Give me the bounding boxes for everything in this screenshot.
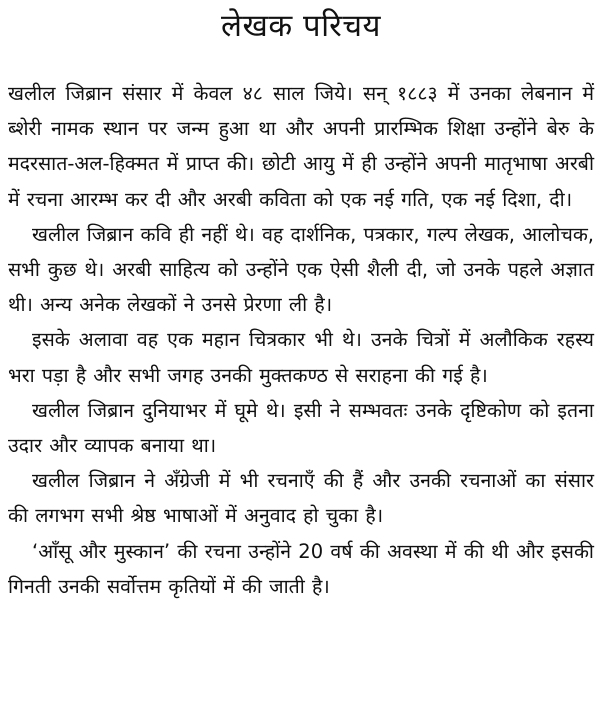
paragraph-4: खलील जिब्रान दुनियाभर में घूमे थे। इसी ने सम्भवतः उनके दृष्टिकोण को इतना उदार और व्यापक बनाया था। [8,398,594,458]
paragraph-1: खलील जिब्रान संसार में केवल ४८ साल जिये। सन् १८८३ में उनका लेबनान में ब्शेरी नामक स्थान पर जन्म हुआ था और अपनी प्रारम्भिक शिक्षा उन्होंने बेरु के मदरसात-अल-हिक्मत में प्राप्त की। छोटी आयु में ही उन्होंने अपनी मातृभाषा अरबी में रचना आरम्भ कर दी और अरबी कविता को एक नई गति, एक नई दिशा, दी। [8,82,594,211]
page-title: लेखक परिचय [220,8,382,44]
paragraph-5: खलील जिब्रान ने अँग्रेजी में भी रचनाएँ की हैं और उनकी रचनाओं का संसार की लगभग सभी श्रेष्ठ भाषाओं में अनुवाद हो चुका है। [8,469,594,528]
page [0,6,600,712]
document-body [8,76,594,604]
paragraph-3: इसके अलावा वह एक महान चित्रकार भी थे। उनके चित्रों में अलौकिक रहस्य भरा पड़ा है और सभी जगह उनकी मुक्तकण्ठ से सराहना की गई है। [8,328,594,387]
paragraph-6: ‘आँसू और मुस्कान’ की रचना उन्होंने 20 वर्ष की अवस्था में की थी और इसकी गिनती उनकी सर्वोत्तम कृतियों में की जाती है। [8,539,594,598]
paragraph-2: खलील जिब्रान कवि ही नहीं थे। वह दार्शनिक, पत्रकार, गल्प लेखक, आलोचक, सभी कुछ थे। अरबी साहित्य को उन्होंने एक ऐसी शैली दी, जो उनके पहले अज्ञात थी। अन्य अनेक लेखकों ने उनसे प्रेरणा ली है। [8,222,594,317]
